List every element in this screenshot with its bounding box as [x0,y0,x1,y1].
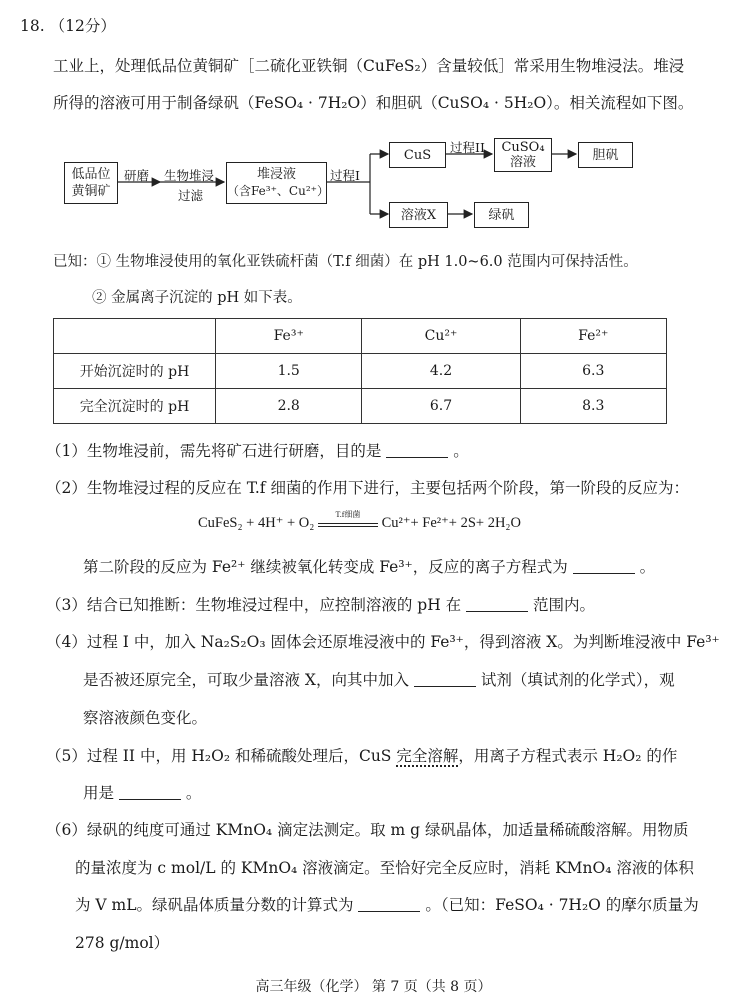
cuso4-line-1: CuSO₄ [501,140,545,155]
part-3-text: （3）结合已知推断：生物堆浸过程中，应控制溶液的 pH 在 [46,596,462,614]
part-6-line-1: （6）绿矾的纯度可通过 KMnO₄ 滴定法测定。取 m g 绿矾晶体，加适量稀硫酸溶解。用物质 [46,821,689,839]
flow-arrows [0,0,747,240]
cuso4-line-2: 溶液 [509,155,536,170]
process-2-label: 过程II [450,140,485,155]
reaction-equation [198,509,521,532]
table-cell: 4.2 [362,354,520,389]
answer-blank-5[interactable] [119,784,181,801]
table-header-cell: Cu²⁺ [362,319,520,354]
leach-line-1: 堆浸液 [256,167,296,182]
part-6-line-4: 278 g/mol） [75,934,170,952]
table-row [54,389,667,424]
leach-solution-box [226,162,327,204]
part-2-line-2: 第二阶段的反应为 Fe²⁺ 继续被氧化转变成 Fe³⁺，反应的离子方程式为 [83,558,568,576]
equation-right: Cu²⁺+ Fe²⁺+ 2S+ 2H₂O [381,515,521,531]
lufan-text: 绿矾 [488,207,515,223]
table-header-cell: Fe³⁺ [216,319,362,354]
answer-blank-4[interactable] [414,671,476,688]
table-cell: 6.7 [362,389,520,424]
process-1-label: 过程I [330,168,360,183]
part-5-line-2: 用是 [83,784,115,802]
grind-label: 研磨 [124,168,150,183]
equation-condition: T.f细菌 [335,509,361,519]
part-3-end: 范围内。 [533,596,596,614]
lufan-box [474,202,529,228]
page-footer: 高三年级（化学） 第 7 页（共 8 页） [255,979,492,995]
cus-box [389,142,446,168]
part-2-end: 。 [639,558,656,576]
question-points: （12分） [49,17,116,35]
part-4-line-1: （4）过程 I 中，加入 Na₂S₂O₃ 固体会还原堆浸液中的 Fe³⁺，得到溶液 X。为判断堆浸液中 Fe³⁺ [46,633,720,651]
part-4-line-2b: 试剂（填试剂的化学式），观 [480,671,675,689]
ore-box [64,162,118,204]
ore-line-2: 黄铜矿 [71,184,111,199]
intro-line-2: 所得的溶液可用于制备绿矾（FeSO₄ · 7H₂O）和胆矾（CuSO₄ · 5H₂O）。相关流程如下图。 [53,94,694,112]
part-5-line-1b: ，用离子方程式表示 H₂O₂ 的作 [458,747,678,765]
table-header-row [54,319,667,354]
danfan-box [578,142,633,168]
table-header-cell [54,319,216,354]
known-line-2: ② 金属离子沉淀的 pH 如下表。 [92,290,302,306]
ore-line-1: 低品位 [71,167,111,182]
part-6-line-3b: 。（已知：FeSO₄ · 7H₂O 的摩尔质量为 [425,896,699,914]
leach-line-2: （含Fe³⁺、Cu²⁺） [227,184,329,198]
answer-blank-1[interactable] [386,442,448,459]
bio-leach-label: 生物堆浸 [164,168,215,183]
table-header-cell: Fe²⁺ [520,319,666,354]
answer-blank-3[interactable] [466,596,528,613]
question-number: 18. [20,17,45,35]
cus-text: CuS [403,147,432,163]
part-6-line-2: 的量浓度为 c mol/L 的 KMnO₄ 溶液滴定。至恰好完全反应时，消耗 KMnO₄ 溶液的体积 [75,859,694,877]
ph-table [53,318,667,424]
part-5-end: 。 [185,784,202,802]
row-label: 完全沉淀时的 pH [54,389,216,424]
table-cell: 6.3 [520,354,666,389]
danfan-text: 胆矾 [592,147,619,163]
intro-line-1: 工业上，处理低品位黄铜矿［二硫化亚铁铜（CuFeS₂）含量较低］常采用生物堆浸法。堆浸 [53,57,685,75]
table-row [54,354,667,389]
part-1-text: （1）生物堆浸前，需先将矿石进行研磨，目的是 [46,442,382,460]
solution-x-text: 溶液X [400,207,437,223]
part-4-line-2a: 是否被还原完全，可取少量溶液 X，向其中加入 [83,671,409,689]
table-cell: 1.5 [216,354,362,389]
answer-blank-6[interactable] [358,896,420,913]
equation-left: CuFeS₂ + 4H⁺ + O₂ [198,515,315,531]
part-1-end: 。 [453,442,469,460]
part-4-line-3: 察溶液颜色变化。 [83,709,208,727]
part-2-line-1: （2）生物堆浸过程的反应在 T.f 细菌的作用下进行，主要包括两个阶段，第一阶段的反应为： [46,479,689,497]
row-label: 开始沉淀时的 pH [54,354,216,389]
solution-x-box [389,202,448,228]
part-5-line-1a: （5）过程 II 中，用 H₂O₂ 和稀硫酸处理后，CuS [46,747,397,765]
part-6-line-3a: 为 V mL。绿矾晶体质量分数的计算式为 [75,896,354,914]
known-line-1: 已知：① 生物堆浸使用的氧化亚铁硫杆菌（T.f 细菌）在 pH 1.0~6.0 范围内可保持活性。 [53,254,638,270]
answer-blank-2[interactable] [573,558,635,575]
cuso4-box [494,138,552,172]
emphasis-text: 完全溶解 [396,747,459,765]
equation-arrow [318,509,378,527]
table-cell: 2.8 [216,389,362,424]
table-cell: 8.3 [520,389,666,424]
filter-label: 过滤 [178,188,204,203]
